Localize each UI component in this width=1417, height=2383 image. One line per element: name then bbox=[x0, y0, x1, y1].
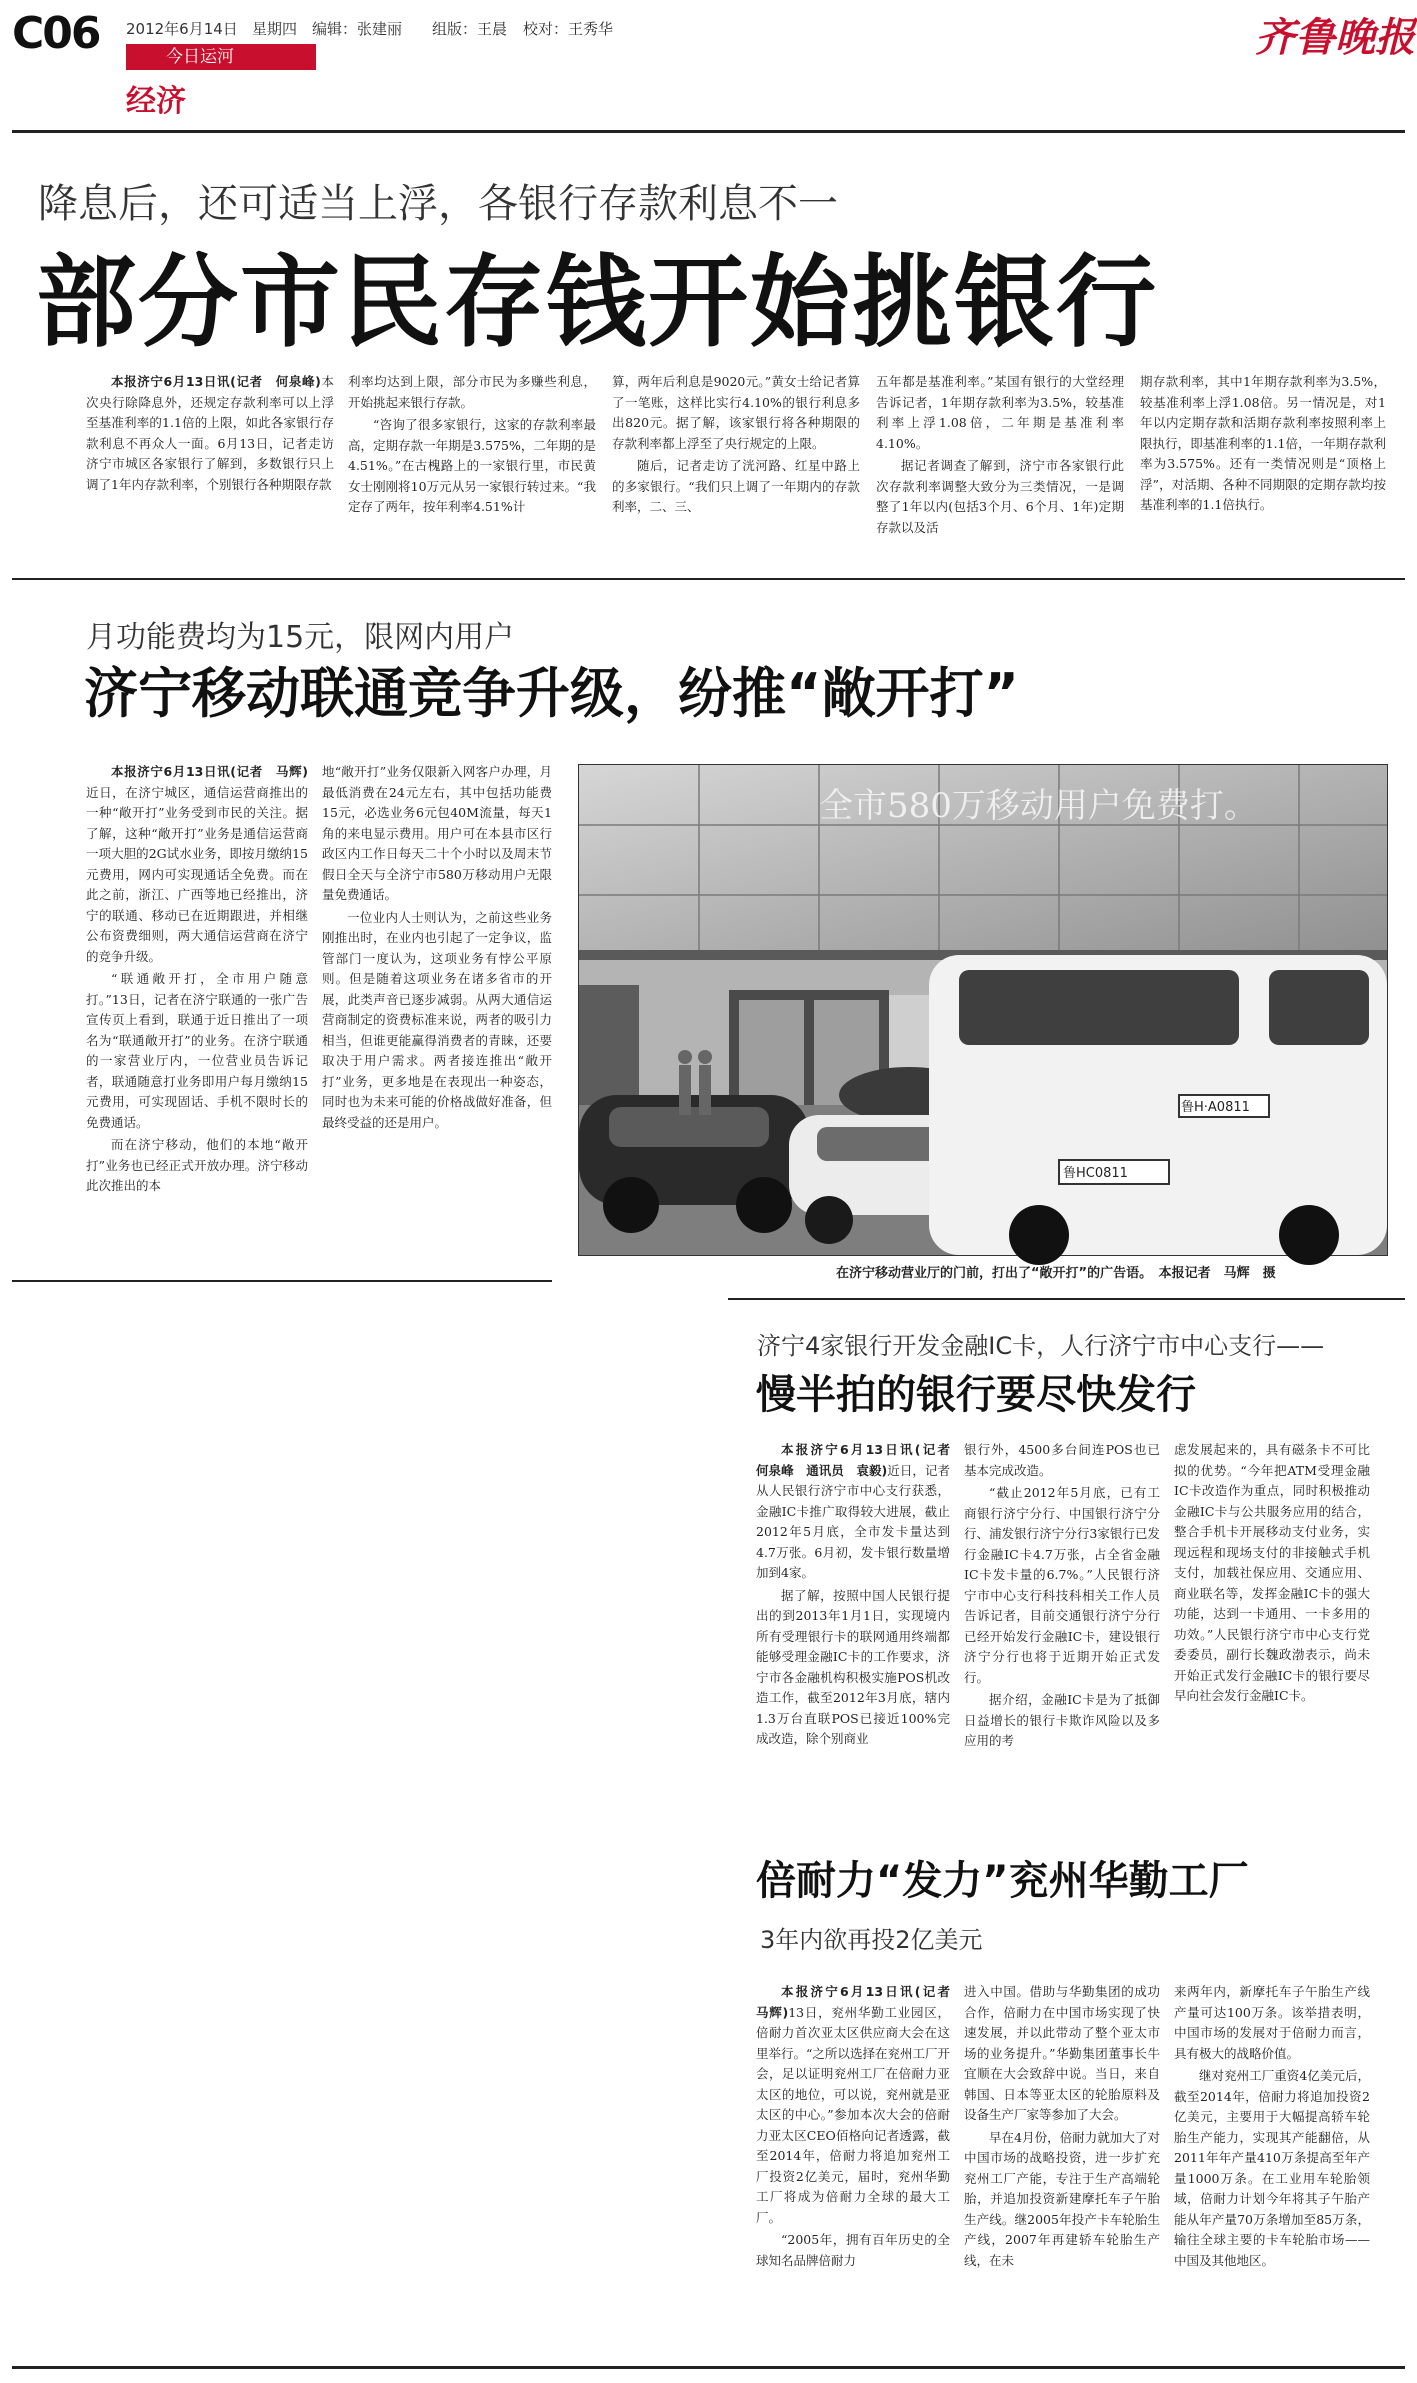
article1-col-1 bbox=[86, 372, 334, 550]
article2-byline: 本报济宁6月13日讯(记者 马辉) bbox=[111, 764, 308, 779]
article3-text-1b: 据了解，按照中国人民银行提出的到2013年1月1日，实现境内所有受理银行卡的联网通用终端都能够受理金融IC卡的工作要求，济宁市各金融机构积极实施POS机改造工作，截至2012年3月底，辖内1.3万台直联POS已接近100%完成改造，除个别商业 bbox=[756, 1587, 950, 1746]
photo-plate-1: 鲁H·A0811 bbox=[1181, 1100, 1250, 1115]
article2-text-1a: 近日，在济宁城区，通信运营商推出的一种“敞开打”业务受到市民的关注。据了解，这种“敞开打”业务是通信运营商一项大胆的2G试水业务，即按月缴纳15元费用，网内可实现通话全免费。而在此之前，浙江、广西等地已经推出，济宁的联通、移动已在近期跟进，并相继公布资费细则，两大通信运营商在济宁的竞争升级。 bbox=[86, 784, 308, 964]
article4-byline: 本报济宁6月13日讯(记者 马辉) bbox=[756, 1984, 963, 2020]
article1-text-2a: 利率均达到上限，部分市民为多赚些利息，开始挑起来银行存款。 bbox=[348, 374, 596, 410]
proof-credit: 校对：王秀华 bbox=[523, 20, 614, 38]
article4-col-1 bbox=[756, 1982, 963, 2352]
news-photo bbox=[578, 764, 1388, 1256]
article2-text-2b: 一位业内人士则认为，之前这些业务刚推出时，在业内也引起了一定争议，监管部门一度认为，这项业务有悖公平原则。但是随着这项业务在诸多省市的开展，此类声音已逐步减弱。从两大通信运营商制定的资费标准来说，两者的吸引力相当，但谁更能赢得消费者的青睐，还要取决于用户需求。两者接连推出“敞开打”业务，更多地是在表现出一种姿态，同时也为未来可能的价格战做好准备，但最终受益的还是用户。 bbox=[322, 909, 552, 1130]
section-name: 经济 bbox=[126, 84, 186, 119]
article1-text-4b: 据记者调查了解到，济宁市各家银行此次存款利率调整大致分为三类情况，一是调整了1年以内(包括3个月、6个月、1年)定期存款以及活 bbox=[876, 458, 1124, 535]
article1-headline: 部分市民存钱开始挑银行 bbox=[36, 244, 1158, 361]
article2-headline: 济宁移动联通竞争升级，纷推“敞开打” bbox=[84, 662, 1019, 725]
page-bottom-rule bbox=[12, 2366, 1405, 2369]
article3-byline: 本报济宁6月13日讯(记者 何泉峰 通讯员 袁毅) bbox=[756, 1442, 963, 1478]
photo-caption: 在济宁移动营业厅的门前，打出了“敞开打”的广告语。 本报记者 马辉 摄 bbox=[836, 1266, 1276, 1281]
photo-plate-2: 鲁HC0811 bbox=[1063, 1166, 1128, 1181]
article3-col-2 bbox=[964, 1440, 1160, 1808]
article4-text-2b: 早在4月份，倍耐力就加大了对中国市场的战略投资，进一步扩充兖州工厂产能，专注于生产高端轮胎，并追加投资新建摩托车子午胎生产线。继2005年投产卡车轮胎生产线，2007年再建轿车轮胎生产线，在未 bbox=[964, 2129, 1160, 2268]
article4-text-3a: 来两年内，新摩托车子午胎生产线产量可达100万条。该举措表明，中国市场的发展对于倍耐力而言，具有极大的战略价值。 bbox=[1174, 1984, 1370, 2061]
article2-divider bbox=[728, 1298, 1405, 1300]
editor-credit: 编辑：张建丽 bbox=[312, 20, 403, 38]
article2-col-1 bbox=[86, 762, 308, 1268]
article2-kicker: 月功能费均为15元，限网内用户 bbox=[86, 620, 515, 655]
article1-text-5: 期存款利率，其中1年期存款利率为3.5%，较基准利率上浮1.08倍。另一情况是，对1年以内定期存款和活期存款利率按照利率上限执行，即基准利率的1.1倍，一年期存款利率为3.575%。还有一类情况则是“顶格上浮”，对活期、各种不同期限的定期存款均按基准利率的1.1倍执行。 bbox=[1140, 374, 1386, 512]
article4-col-2 bbox=[964, 1982, 1160, 2352]
layout-credit: 组版：王晨 bbox=[432, 20, 508, 38]
article3-headline: 慢半拍的银行要尽快发行 bbox=[756, 1372, 1196, 1418]
article4-text-3b: 继对兖州工厂重资4亿美元后，截至2014年，倍耐力将追加投资2亿美元，主要用于大幅提高轿车轮胎生产能力，实现其产能翻倍，从2011年年产量410万条提高至年产量1000万条。在工业用车轮胎领域，倍耐力计划今年将其子午胎产能从年产量70万条增加至85万条，输往全球主要的卡车轮胎市场——中国及其他地区。 bbox=[1174, 2068, 1370, 2268]
article1-text-4a: 五年都是基准利率。”某国有银行的大堂经理告诉记者，1年期存款利率为3.5%，较基准利率上浮1.08倍，二年期是基准利率4.10%。 bbox=[876, 374, 1124, 451]
article1-divider bbox=[12, 578, 1405, 580]
article1-col-5 bbox=[1140, 372, 1386, 550]
article1-byline: 本报济宁6月13日讯(记者 何泉峰) bbox=[111, 374, 321, 389]
article1-col-4 bbox=[876, 372, 1124, 550]
article2-text-1c: 而在济宁移动，他们的本地“敞开打”业务也已经正式开放办理。济宁移动此次推出的本 bbox=[86, 1137, 308, 1193]
article1-text-3a: 算，两年后利息是9020元。”黄女士给记者算了一笔账，这样比实行4.10%的银行利息多出820元。据了解，该家银行将各种期限的存款利率都上浮至了央行规定的上限。 bbox=[612, 374, 860, 451]
article1-kicker: 降息后，还可适当上浮，各银行存款利息不一 bbox=[38, 181, 838, 227]
article4-text-2a: 进入中国。借助与华勤集团的成功合作，倍耐力在中国市场实现了快速发展，并以此带动了整个亚太市场的业务提升。”华勤集团董事长牛宜顺在大会致辞中说。当日，来自韩国、日本等亚太区的轮胎原料及设备生产厂家等参加了大会。 bbox=[964, 1984, 1160, 2122]
article4-text-1a: 13日，兖州华勤工业园区，倍耐力首次亚太区供应商大会在这里举行。“之所以选择在兖州工厂开会，足以证明兖州工厂在倍耐力亚太区的地位，可以说，兖州就是亚太区的中心。”参加本次大会的倍耐力亚太区CEO佰格向记者透露，截至2014年，倍耐力将追加兖州工厂投资2亿美元，届时，兖州华勤工厂将成为倍耐力全球的最大工厂。 bbox=[756, 2004, 950, 2225]
article3-kicker: 济宁4家银行开发金融IC卡，人行济宁市中心支行—— bbox=[757, 1332, 1325, 1360]
photo-sign-text: 全市580万移动用户免费打。 bbox=[819, 786, 1258, 826]
masthead-rule bbox=[12, 130, 1405, 133]
article4-text-1b: “2005年，拥有百年历史的全球知名品牌倍耐力 bbox=[756, 2232, 950, 2268]
article3-text-1a: 近日，记者从人民银行济宁市中心支行获悉，金融IC卡推广取得较大进展，截止2012年5月底，全市发卡量达到4.7万张。6月初，发卡银行数量增加到4家。 bbox=[756, 1462, 950, 1580]
article3-text-2b: “截止2012年5月底，已有工商银行济宁分行、中国银行济宁分行、浦发银行济宁分行3家银行已发行金融IC卡4.7万张，占全省金融IC卡发卡量的6.7%。”人民银行济宁市中心支行科技科相关工作人员告诉记者，目前交通银行济宁分行已经开始发行金融IC卡，建设银行济宁分行也将于近期开始正式发行。 bbox=[964, 1485, 1160, 1685]
article2-col-2 bbox=[322, 762, 552, 1268]
left-bottom-rule bbox=[12, 1280, 552, 1282]
article4-headline: 倍耐力“发力”兖州华勤工厂 bbox=[756, 1858, 1249, 1904]
article1-col-3 bbox=[612, 372, 860, 550]
issue-weekday: 星期四 bbox=[252, 20, 298, 38]
article3-text-2c: 据介绍，金融IC卡是为了抵御日益增长的银行卡欺诈风险以及多应用的考 bbox=[964, 1692, 1160, 1748]
article2-text-1b: “联通敞开打，全市用户随意打。”13日，记者在济宁联通的一张广告宣传页上看到，联通于近日推出了一项名为“联通敞开打”的业务。在济宁联通的一家营业厅内，一位营业员告诉记者，联通随意打业务即用户每月缴纳15元费用，可实现固话、手机不限时长的免费通话。 bbox=[86, 971, 308, 1130]
page-code: C06 bbox=[12, 8, 100, 59]
article4-subhead: 3年内欲再投2亿美元 bbox=[760, 1926, 983, 1954]
section-tag: 今日运河 bbox=[126, 44, 316, 70]
article2-text-2a: 地“敞开打”业务仅限新入网客户办理，月最低消费在24元左右，其中包括功能费15元，必选业务6元包40M流量，每天1角的来电显示费用。用户可在本县市区行政区内工作日每天二十个小时以及周末节假日全天与全济宁市580万移动用户无限量免费通话。 bbox=[322, 764, 552, 902]
article1-col-2 bbox=[348, 372, 596, 550]
newspaper-logo: 齐鲁晚报 bbox=[1255, 14, 1415, 61]
article3-col-1 bbox=[756, 1440, 963, 1808]
article1-text-1: 本次央行除降息外，还规定存款利率可以上浮至基准利率的1.1倍的上限，如此各家银行存款利息不再众人一面。6月13日，记者走访济宁市城区各家银行了解到，多数银行只上调了1年内存款利率，个别银行各种期限存款 bbox=[86, 374, 334, 492]
article1-text-2b: “咨询了很多家银行，这家的存款利率最高，定期存款一年期是3.575%，二年期的是4.51%。”在古槐路上的一家银行里，市民黄女士刚刚将10万元从另一家银行转过来。“我定存了两年，按年利率4.51%计 bbox=[348, 417, 596, 514]
article3-text-3a: 虑发展起来的，具有磁条卡不可比拟的优势。“今年把ATM受理金融IC卡改造作为重点，同时积极推动金融IC卡与公共服务应用的结合，整合手机卡开展移动支付业务，实现远程和现场支付的非接触式手机支付，加载社保应用、交通应用、商业联名等，发挥金融IC卡的强大功能，达到一卡通用、一卡多用的功效。”人民银行济宁市中心支行党委委员，副行长魏政渤表示，尚未开始正式发行金融IC卡的银行要尽早向社会发行金融IC卡。 bbox=[1174, 1442, 1370, 1703]
article3-text-2a: 银行外，4500多台间连POS也已基本完成改造。 bbox=[964, 1442, 1160, 1478]
article4-col-3 bbox=[1174, 1982, 1370, 2352]
article3-col-3 bbox=[1174, 1440, 1370, 1808]
issue-date: 2012年6月14日 bbox=[126, 20, 238, 38]
article1-text-3b: 随后，记者走访了洸河路、红星中路上的多家银行。“我们只上调了一年期内的存款利率，二、三、 bbox=[612, 458, 860, 514]
